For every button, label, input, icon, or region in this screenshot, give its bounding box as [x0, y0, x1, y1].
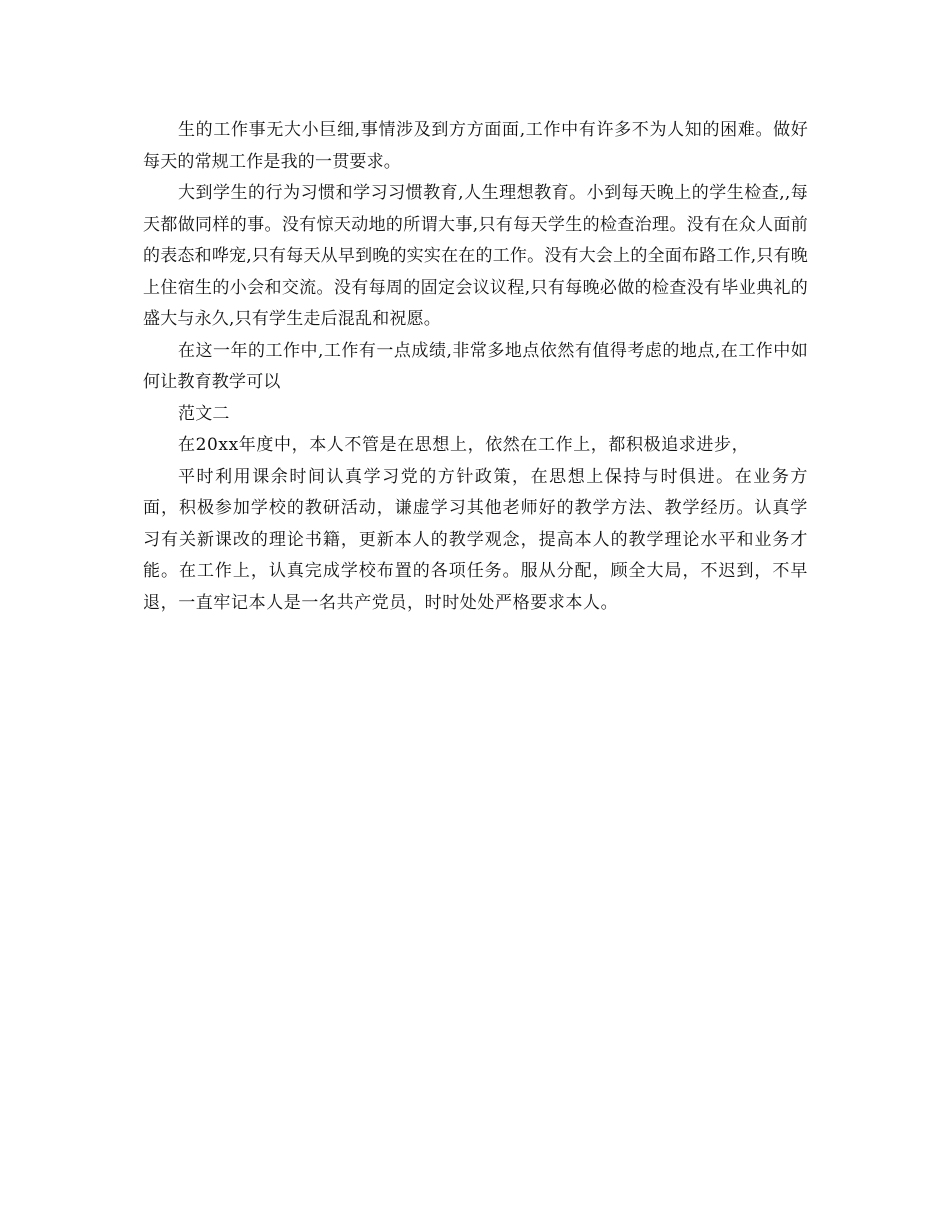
document-body	[143, 115, 808, 619]
paragraph-study-and-work: 平时利用课余时间认真学习党的方针政策，在思想上保持与时俱进。在业务方面，积极参加学校的教研活动，谦虚学习其他老师好的教学方法、教学经历。认真学习有关新课改的理论书籍，更新本人的教学观念，提高本人的教学理论水平和业务才能。在工作上，认真完成学校布置的各项任务。服从分配，顾全大局，不迟到，不早退，一直牢记本人是一名共产党员，时时处处严格要求本人。	[143, 466, 808, 613]
paragraph-year-reflection: 在这一年的工作中,工作有一点成绩,非常多地点依然有值得考虑的地点,在工作中如何让教育教学可以	[143, 340, 808, 392]
paragraph-annual-intro: 在20xx年度中，本人不管是在思想上，依然在工作上，都积极追求进步，	[178, 435, 750, 455]
paragraph-work-details: 生的工作事无大小巨细,事情涉及到方方面面,工作中有许多不为人知的困难。做好每天的常规工作是我的一贯要求。	[143, 120, 808, 172]
paragraph-daily-duties: 大到学生的行为习惯和学习习惯教育,人生理想教育。小到每天晚上的学生检查,,每天都做同样的事。没有惊天动地的所谓大事,只有每天学生的检查治理。没有在众人面前的表态和哗宠,只有每天从早到晚的实实在在的工作。没有大会上的全面布路工作,只有晚上住宿生的小会和交流。没有每周的固定会议议程,只有每晚必做的检查没有毕业典礼的盛大与永久,只有学生走后混乱和祝愿。	[143, 183, 808, 329]
section-heading-sample-two: 范文二	[178, 403, 230, 424]
